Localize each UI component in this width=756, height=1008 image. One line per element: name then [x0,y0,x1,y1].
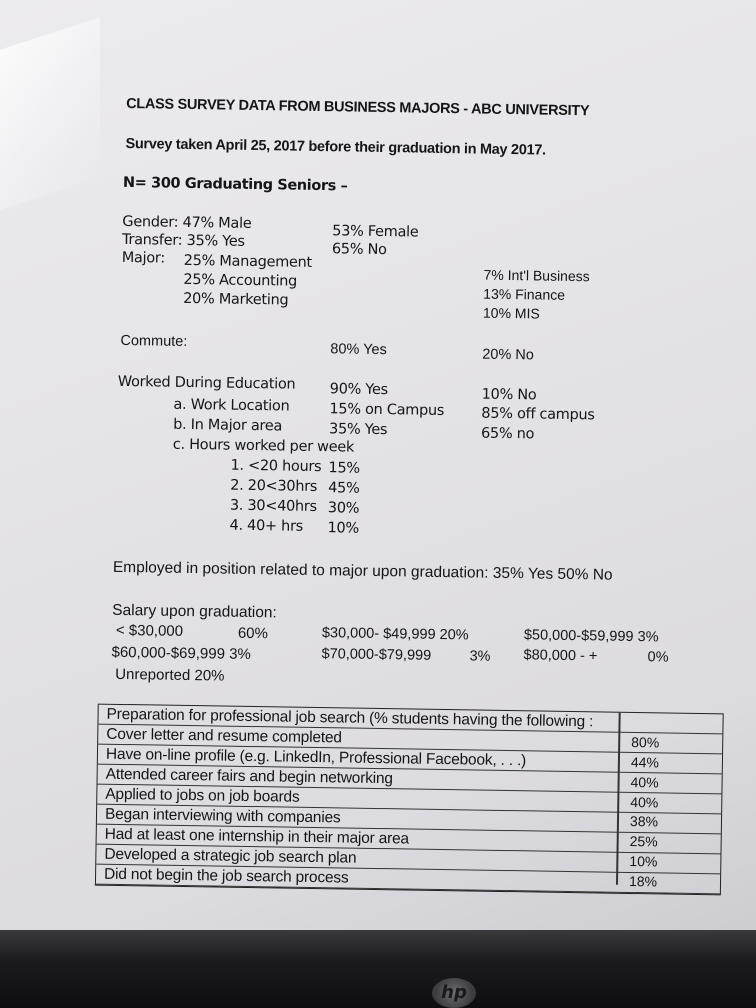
worked-label: Worked During Education [117,373,296,393]
table-row-label: Cover letter and resume completed [106,725,342,747]
major-label: Major: [121,249,165,267]
hours-row-value: 15% [328,460,360,477]
table-percent: 80% [631,733,660,751]
commute-label: Commute: [120,332,188,350]
hp-logo: hp [432,978,476,1008]
table-header: Preparation for professional job search (% students having the following : [106,705,594,731]
table-row-label: Had at least one internship in their major area [104,825,410,848]
major-management: 25% Management [183,252,312,271]
table-row-label: Did not begin the job search process [103,865,349,887]
salary-under-30k: < $30,000 [115,621,184,640]
major-intl: 7% Int'l Business [483,266,590,285]
salary-under-30k-pct: 60% [237,624,269,643]
transfer-no: 65% No [331,241,387,259]
sample-size: N= 300 Graduating Seniors – [122,174,348,195]
worked-no: 10% No [481,386,537,404]
gender-male: Gender: 47% Male [122,213,252,232]
monitor-bezel [0,930,756,1008]
work-location-label: a. Work Location [173,396,290,415]
salary-over-80k-pct: 0% [647,649,669,666]
table-row-label: Began interviewing with companies [104,805,341,827]
salary-unreported: Unreported 20% [115,665,225,685]
work-location-off: 85% off campus [481,405,595,424]
employed-statement: Employed in position related to major upon graduation: 35% Yes 50% No [112,558,613,584]
document-title: CLASS SURVEY DATA FROM BUSINESS MAJORS - ABC UNIVERSITY [126,95,590,120]
transfer-yes: Transfer: 35% Yes [121,231,245,250]
hours-row-value: 45% [328,480,360,497]
hours-row-label: 2. 20<30hrs [230,477,318,496]
commute-no: 20% No [482,346,535,364]
work-location-on: 15% on Campus [329,401,445,419]
salary-70k-80k: $70,000-$79,999 [321,646,432,664]
table-percent: 44% [630,753,660,771]
table-percent: 38% [629,812,659,830]
major-mis: 10% MIS [482,304,540,322]
commute-yes: 80% Yes [330,341,387,359]
gender-female: 53% Female [332,223,419,241]
major-accounting: 25% Accounting [183,271,298,290]
major-marketing: 20% Marketing [183,290,289,309]
in-major-yes: 35% Yes [328,421,388,439]
table-row-label: Developed a strategic job search plan [104,845,357,867]
hours-row-label: 4. 40+ hrs [229,517,304,535]
salary-50k-60k: $50,000-$59,999 3% [523,627,659,646]
table-row-label: Have on-line profile (e.g. LinkedIn, Professional Facebook, . . .) [105,745,527,770]
hours-row-label: 3. 30<40hrs [229,497,317,516]
in-major-label: b. In Major area [173,416,283,435]
worked-yes: 90% Yes [329,381,389,399]
salary-30k-50k: $30,000- $49,999 20% [321,625,469,644]
in-major-no: 65% no [480,425,535,443]
hours-row-value: 10% [327,520,360,537]
table-percent: 25% [629,832,658,850]
hours-label: c. Hours worked per week [172,436,355,456]
salary-over-80k: $80,000 - + [523,647,598,665]
preparation-table [95,704,724,896]
hours-row-label: 1. <20 hours [230,457,322,476]
table-row-label: Applied to jobs on job boards [105,785,300,806]
table-row-label: Attended career fairs and begin networking [105,765,393,788]
survey-date: Survey taken April 25, 2017 before their graduation in May 2017. [125,135,546,159]
major-finance: 13% Finance [483,285,566,303]
salary-60k-70k: $60,000-$69,999 3% [111,643,251,663]
table-percent: 10% [629,852,658,870]
salary-label: Salary upon graduation: [112,601,277,622]
salary-70k-80k-pct: 3% [469,648,491,665]
hours-row-value: 30% [327,500,360,517]
table-percent: 40% [630,773,659,791]
table-percent: 40% [630,793,659,811]
table-percent: 18% [628,872,658,890]
